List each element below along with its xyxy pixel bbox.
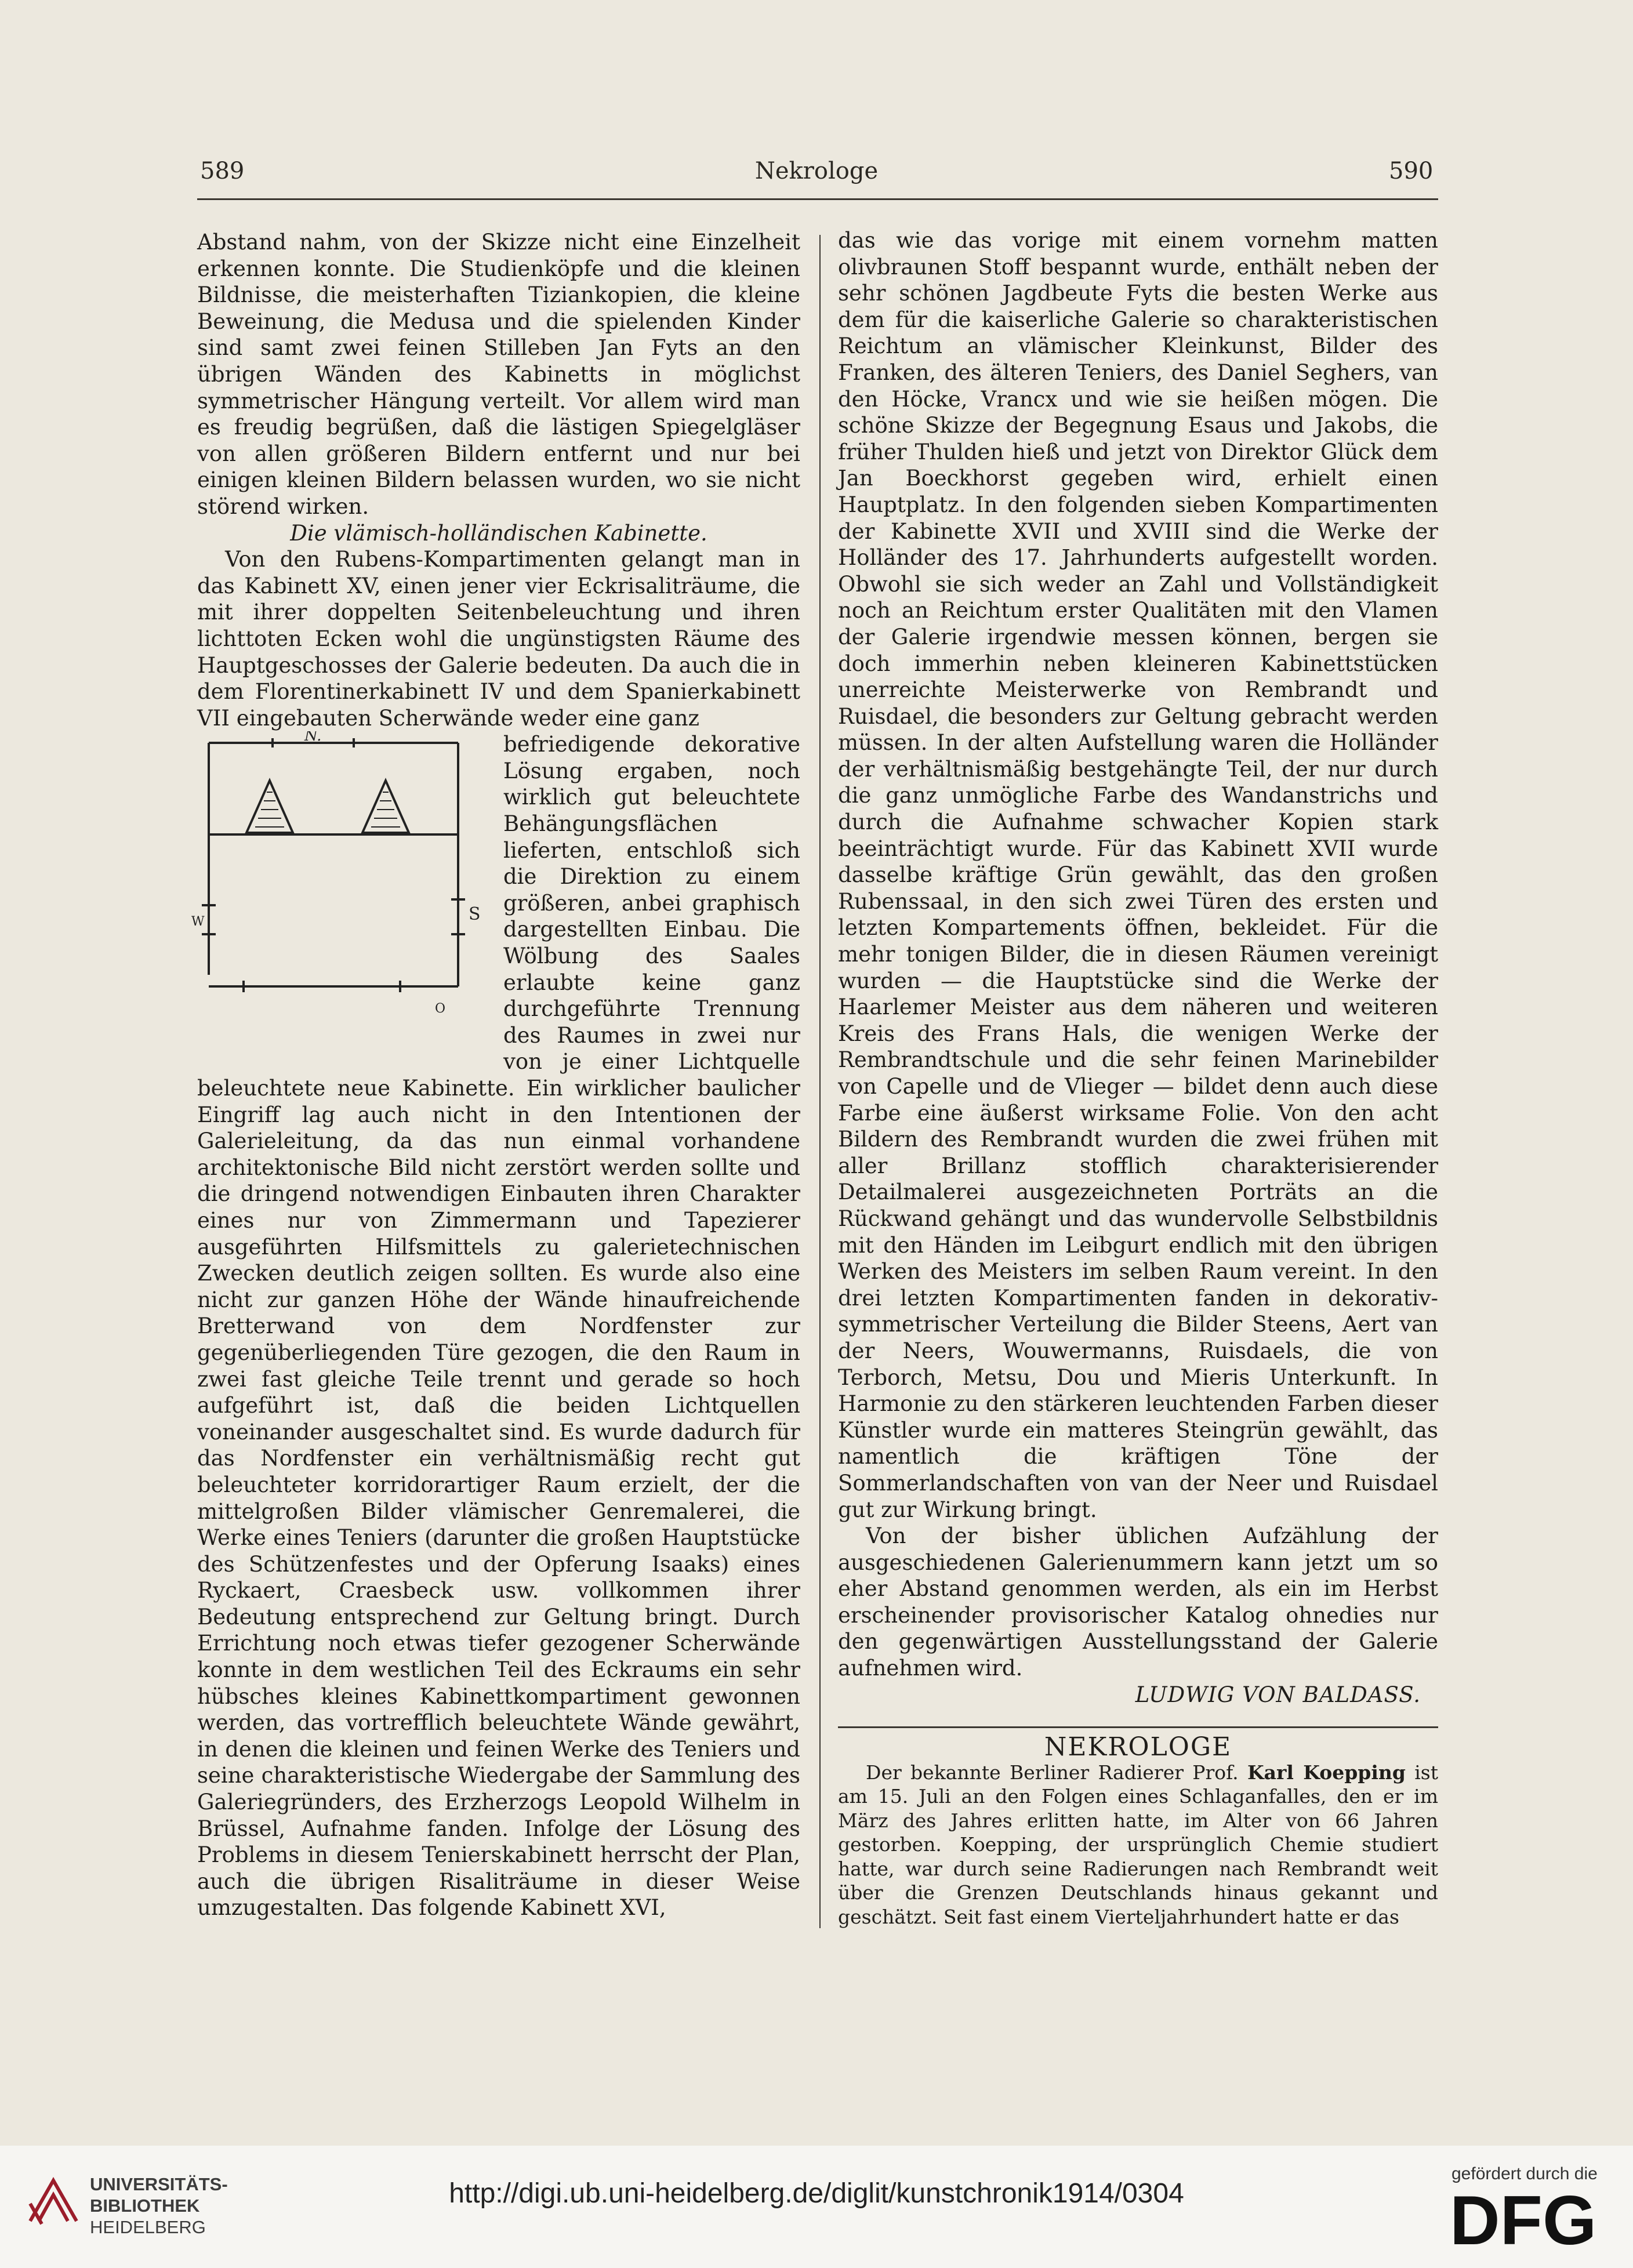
obituary-intro: Der bekannte Berliner Radierer Prof. (866, 1761, 1247, 1784)
left-column (191, 229, 800, 1921)
figure-label-east: O (435, 1001, 446, 1017)
section-heading: NEKROLOGE (1044, 1732, 1232, 1762)
sponsor-caption: gefördert durch die (1451, 2164, 1598, 2183)
figure-label-south: S (469, 904, 481, 925)
paragraph: das wie das vorige mit einem vornehm matten olivbraunen Stoff bespannt wurde, enthält neben der sehr schönen Jagdbeute Fyts die besten Werke aus dem für die kaiserliche Galerie so charakteristischen Reichtum an vlämischer Kleinkunst, Bilder des Franken, des älteren Teniers, des Daniel Seghers, van den Höcke, Vrancx und wie sie heißen mögen. Die schöne Skizze der Begegnung Esaus und Jakobs, die früher Thulden hieß und jetzt von Direktor Glück dem Jan Boeckhorst gegeben wird, erhielt einen Hauptplatz. In den folgenden sieben Kompartimenten der Kabinette XVII und XVIII sind die Werke der Holländer des 17. Jahrhunderts aufgestellt worden. Obwohl sie sich weder an Zahl und Vollständigkeit noch an Reichtum erster Qualitäten mit den Vlamen der Galerie irgendwie messen können, bergen sie doch immerhin neben kleineren Kabinettstücken unerreichte Meisterwerke von Rembrandt und Ruisdael, die besonders zur Geltung gebracht werden müssen. In der alten Aufstellung waren die Holländer der verhältnismäßig bestgehängte Teil, der nur durch die ganz unmögliche Farbe des Wandanstrichs und durch die Aufnahme schwacher Kopien stark beeinträchtigt wurde. Für das Kabinett XVII wurde dasselbe kräftige Grün gewählt, das den großen Rubenssaal, in den sich zwei Türen des ersten und letzten Kompartements öffnen, bekleidet. Für die mehr tonigen Bilder, die in diesen Räumen vereinigt wurden — die Hauptstücke sind die Werke der Haarlemer Meister aus dem näheren und weiteren Kreis des Frans Hals, die wenigen Werke der Rembrandtschule und die sehr feinen Marinebilder von Capelle und de Vlieger — bildet denn auch diese Farbe eine äußerst wirksame Folie. Von den acht Bildern des Rembrandt wurden die zwei frühen mit aller Brillanz stofflich charakterisierender Detailmalerei ausgezeichneten Porträts an die Rückwand gehängt und das wundervolle Selbstbildnis mit den Händen im Leibgurt endlich mit den übrigen Werken des Meisters im selben Raum vereint. In den drei letzten Kompartimenten fanden in dekorativ-symmetrischer Verteilung die Bilder Steens, Aert van der Neers, Wouwermanns, Ruisdaels, die von Terborch, Metsu, Dou und Mieris Unterkunft. In Harmonie zu den stärkeren leuchtenden Farben dieser Künstler wurde ein matteres Steingrün gewählt, das namentlich die kräftigen Töne der Sommerlandschaften von van der Neer und Ruisdael gut zur Wirkung bringt. (838, 228, 1438, 1522)
library-name-line: BIBLIOTHEK (90, 2196, 200, 2216)
dfg-logo-icon[interactable] (1450, 2189, 1612, 2255)
library-name-line: UNIVERSITÄTS- (90, 2174, 228, 2194)
running-title: Nekrologe (754, 158, 879, 184)
obituary-name: Karl Koepping (1247, 1761, 1406, 1784)
page-number-left: 589 (200, 158, 245, 184)
permalink-url[interactable]: http://digi.ub.uni-heidelberg.de/diglit/kunstchronik1914/0304 (449, 2178, 1184, 2209)
paragraph: Von der bisher üblichen Aufzählung der ausgeschiedenen Galerienummern kann jetzt um so eher Abstand genommen werden, als ein im Herbst erscheinender provisorischer Katalog ohnedies nur den gegenwärtigen Ausstellungsstand der Galerie aufnehmen wird. (838, 1523, 1438, 1681)
floor-plan-figure (191, 731, 493, 1050)
figure-label-north: N. (304, 731, 322, 745)
dfg-logo-text: DFG (1450, 2189, 1597, 2253)
obituary-paragraph (838, 1761, 1438, 1929)
section-subheading: Die vlämisch-holländischen Kabinette. (290, 520, 707, 546)
page-number-right: 590 (1389, 158, 1434, 184)
figure-label-west: W (191, 915, 205, 930)
section-rule (838, 1726, 1438, 1728)
obituary-text: ist am 15. Juli an den Folgen eines Schlaganfalles, den er im März des Jahres erlitten hatte, im Alter von 66 Jahren gestorben. Koepping, der ursprünglich Chemie studiert hatte, war durch seine Radierungen nach Rembrandt weit über die Grenzen Deutschlands hinaus gekannt und geschätzt. Seit fast einem Vierteljahrhundert hatte er das (838, 1761, 1438, 1928)
paragraph: befriedigende dekorative Lösung ergaben, noch wirklich gut beleuchtete Behängungsflächen lieferten, entschloß sich die Direktion zu einem größeren, anbei graphisch dargestellten Einbau. Die Wölbung des Saales erlaubte keine ganz durchgeführte Trennung des Raumes in zwei nur von je einer Lichtquelle beleuchtete neue Kabinette. Ein wirklicher baulicher Eingriff lag auch nicht in den Intentionen der Galerieleitung, da das nun einmal vorhandene architektonische Bild nicht zerstört werden sollte und die dringend notwendigen Einbauten ihren Charakter eines nur von Zimmermann und Tapezierer ausgeführten Hilfsmittels zu galerietechnischen Zwecken deutlich zeigen sollten. Es wurde also eine nicht zur ganzen Höhe der Wände hinaufreichende Bretterwand von dem Nordfenster zur gegenüberliegenden Türe gezogen, die den Raum in zwei fast gleiche Teile trennt und gerade so hoch aufgeführt ist, daß die beiden Lichtquellen voneinander ausgeschaltet sind. Es wurde dadurch für das Nordfenster ein verhältnismäßig recht gut beleuchteter korridorartiger Raum erzielt, der die mittelgroßen Bilder vlämischer Genremalerei, die Werke eines Teniers (darunter die großen Hauptstücke des Schützenfestes und der Opferung Isaaks) eines Ryckaert, Craesbeck usw. vollkommen ihrer Bedeutung entsprechend zur Geltung bringt. Durch Errichtung noch etwas tiefer gezogener Scherwände konnte in dem westlichen Teil des Eckraums ein sehr hübsches kleines Kabinettkompartiment gewonnen werden, das vortrefflich beleuchtete Wände gewährt, in denen die kleinen und feinen Werke des Teniers und seine charakteristische Wiedergabe der Sammlung des Galeriegründers, des Erzherzogs Leopold Wilhelm in Brüssel, Aufnahme fanden. Infolge der Lösung des Problems in diesem Tenierskabinett herrscht der Plan, auch die übrigen Risaliträume in dieser Weise umzugestalten. Das folgende Kabinett XVI, (197, 732, 800, 1921)
right-column (838, 227, 1438, 1929)
header-rule (197, 198, 1438, 200)
paragraph: Abstand nahm, von der Skizze nicht eine Einzelheit erkennen konnte. Die Studienköpfe und die kleinen Bildnisse, die meisterhaften Tiziankopien, die kleine Beweinung, die Medusa und die spielenden Kinder sind samt zwei feinen Stilleben Jan Fyts an den übrigen Wänden des Kabinetts in möglichst symmetrischer Hängung verteilt. Vor allem wird man es freudig begrüßen, daß die lästigen Spiegelgläser von allen größeren Bildern entfernt und nur bei einigen kleinen Bildern belassen wurden, wo sie nicht störend wirken. (197, 230, 800, 519)
author-signature: LUDWIG VON BALDASS. (1135, 1682, 1421, 1707)
library-name-line: HEIDELBERG (90, 2217, 206, 2237)
column-divider (819, 235, 821, 1928)
paragraph: Von den Rubens-Kompartimenten gelangt man in das Kabinett XV, einen jener vier Eckrisaliträume, die mit ihrer doppelten Seitenbeleuchtung und ihren lichttoten Ecken wohl die ungünstigsten Räume des Hauptgeschosses der Galerie bedeuten. Da auch die in dem Florentinerkabinett IV und dem Spanierkabinett VII eingebauten Scherwände weder eine ganz (197, 547, 800, 731)
